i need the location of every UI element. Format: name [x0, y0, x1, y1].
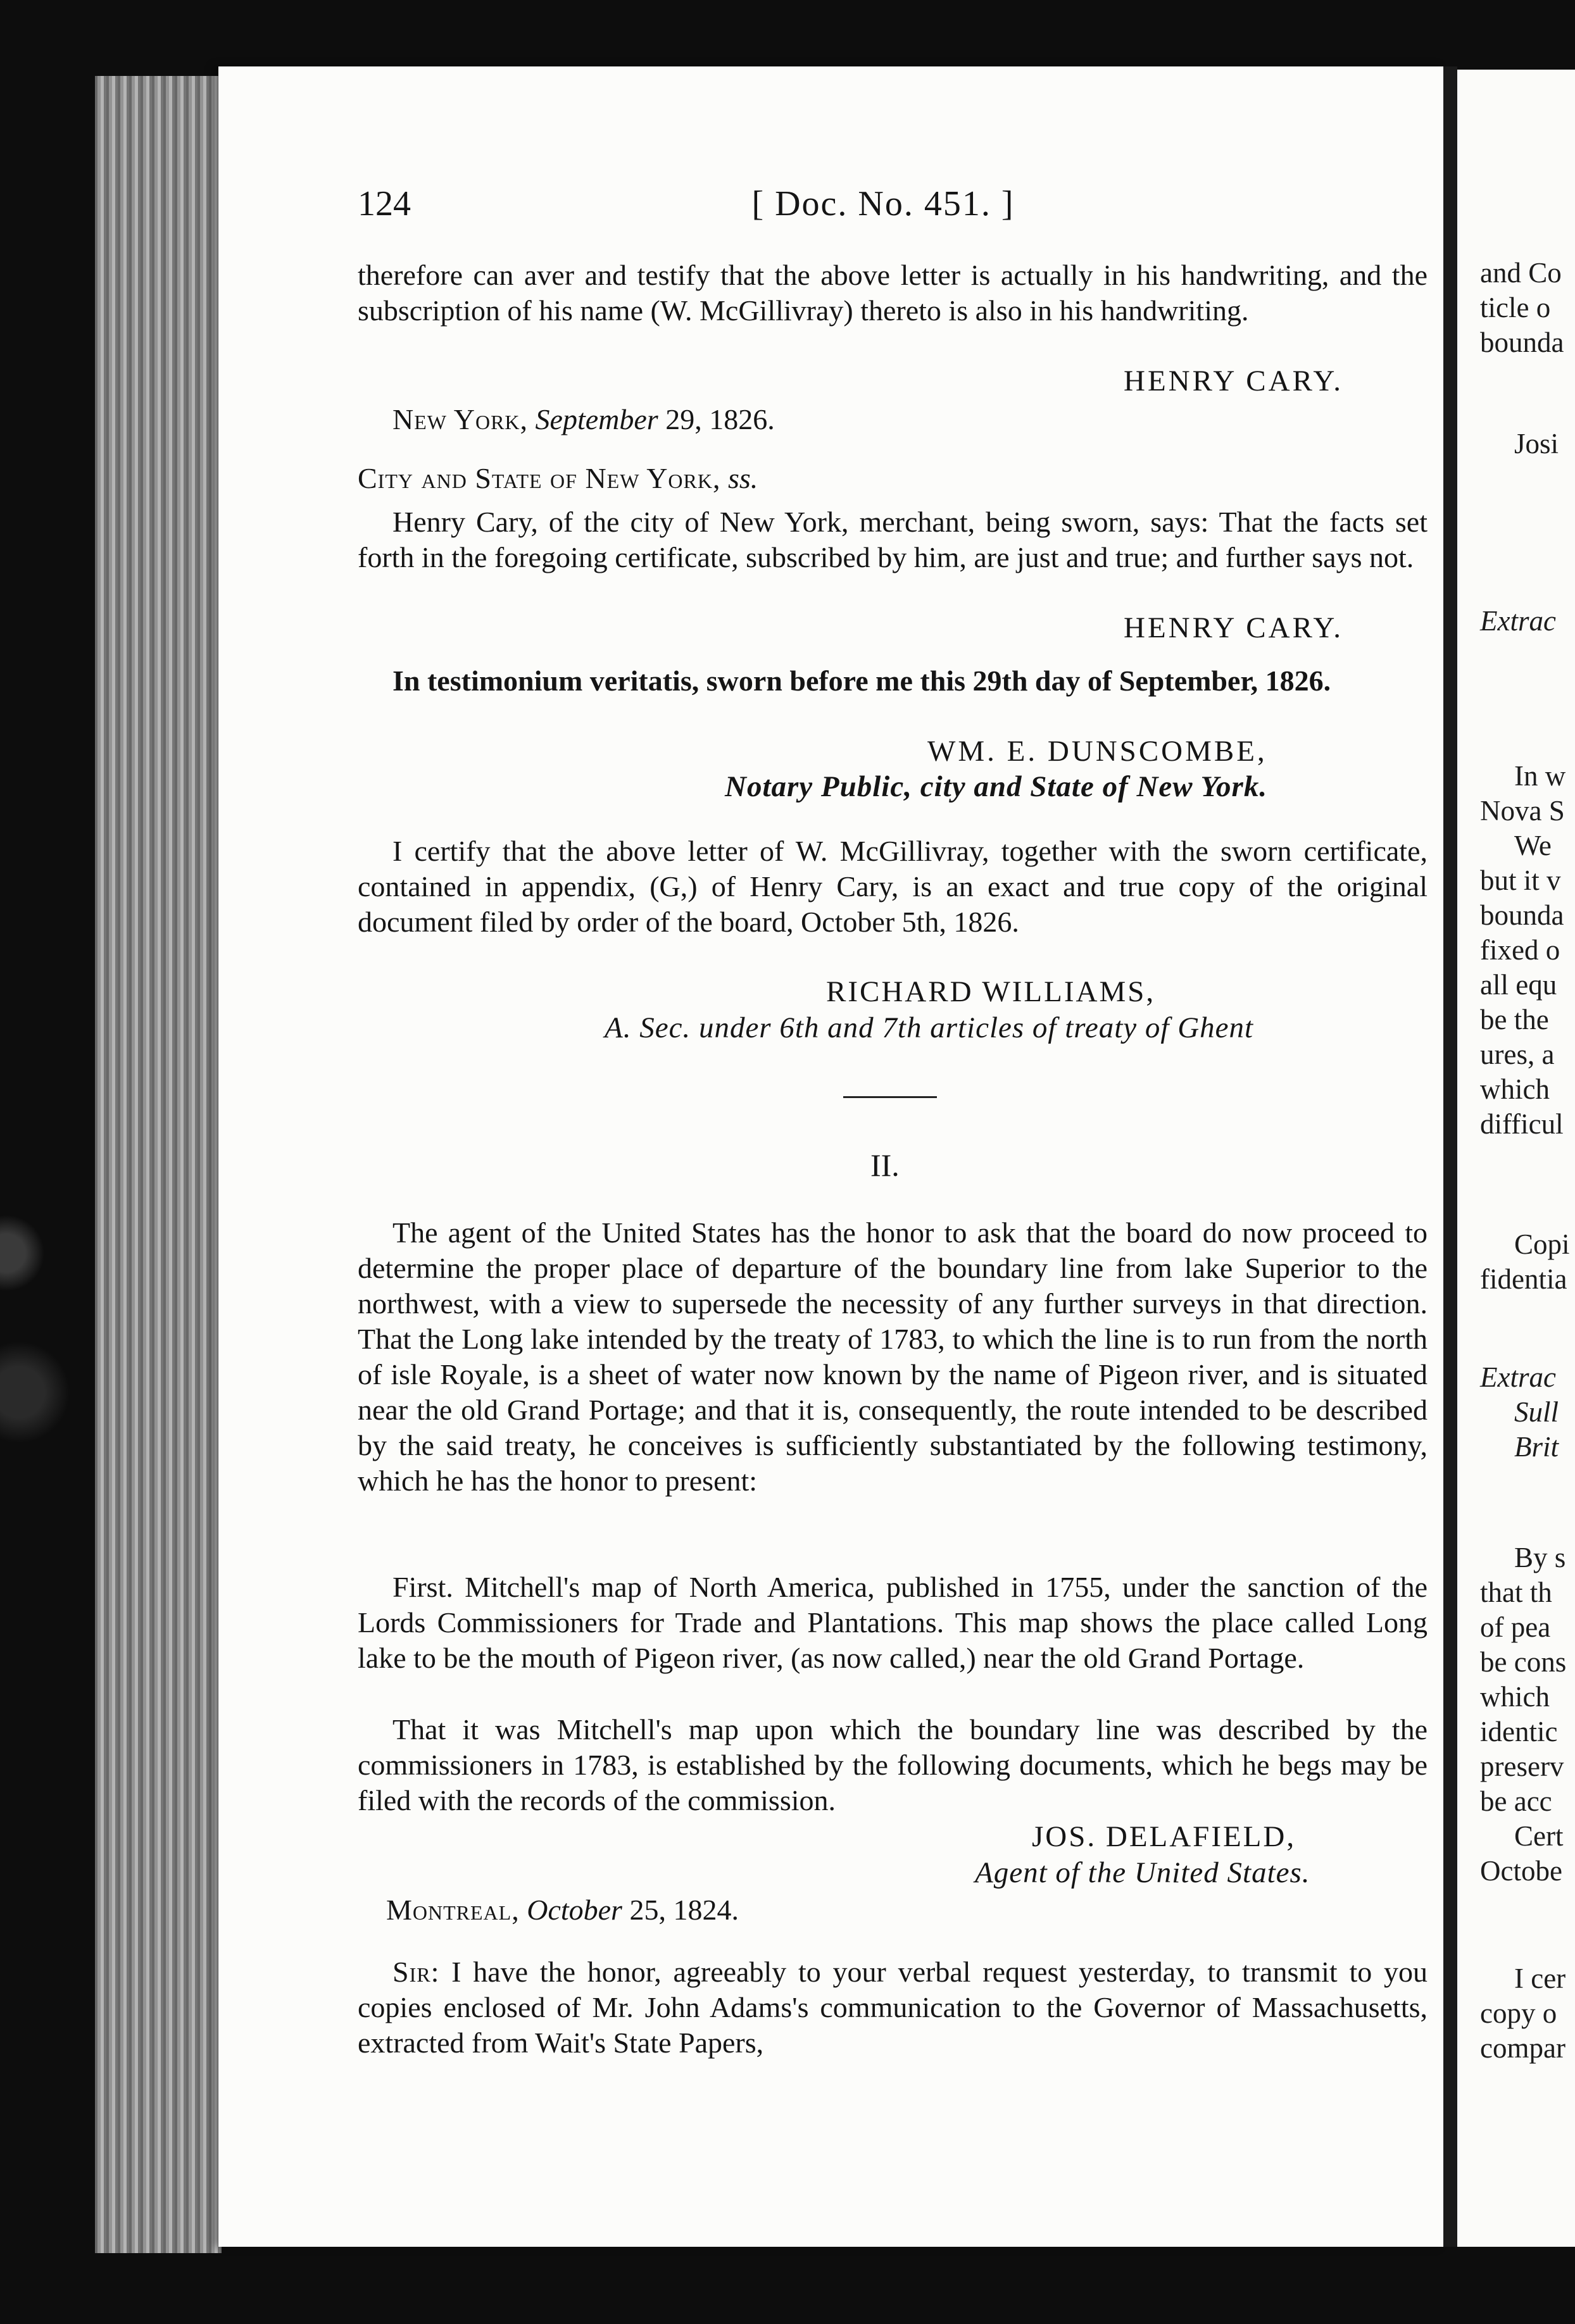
facing-line: compar — [1480, 2032, 1566, 2064]
dateline-rest: 29, 1826. — [658, 403, 775, 435]
facing-line: and Co — [1480, 257, 1562, 289]
signature-henry-cary-1: HENRY CARY. — [1124, 365, 1343, 397]
page-gutter — [1443, 66, 1457, 2247]
facing-line: Josi — [1514, 428, 1559, 459]
dateline-place: Montreal, — [386, 1894, 520, 1926]
book-spine — [95, 76, 222, 2253]
facing-line: Brit — [1514, 1431, 1559, 1463]
facing-line: bounda — [1480, 899, 1564, 931]
notary-name: WM. E. DUNSCOMBE, — [927, 735, 1267, 768]
agent-name: JOS. DELAFIELD, — [1032, 1820, 1296, 1853]
facing-line: Cert — [1514, 1820, 1564, 1852]
dateline-place: New York, — [392, 403, 529, 435]
facing-line: By s — [1514, 1542, 1566, 1573]
facing-line: copy o — [1480, 1997, 1557, 2029]
page-header — [358, 184, 1409, 234]
dateline-new-york — [392, 402, 1152, 437]
secretary-title-under: under — [691, 1011, 780, 1044]
facing-line: Sull — [1514, 1396, 1559, 1428]
facing-line: Octobe — [1480, 1855, 1562, 1887]
dateline-month: October — [527, 1894, 622, 1926]
dateline-month: September — [535, 403, 658, 435]
secretary-name: RICHARD WILLIAMS, — [826, 975, 1156, 1008]
facing-line: difficul — [1480, 1108, 1564, 1140]
paragraph-mitchell-map: First. Mitchell's map of North America, published in 1755, under the sanction of the Lords Commissioners for Trade and Plantations. This map shows the place called Long lake to be the mouth of Pigeon river, (as now called,) near the old Grand Portage. — [358, 1571, 1428, 1674]
letter-body — [358, 1954, 1428, 2061]
facing-line: preserv — [1480, 1751, 1564, 1782]
facing-line: Extrac — [1480, 1361, 1556, 1393]
secretary-title — [605, 1011, 1253, 1045]
paragraph-testimonium: In testimonium veritatis, sworn before me this 29th day of September, 1826. — [392, 665, 1331, 697]
facing-line: fidentia — [1480, 1263, 1567, 1295]
facing-page — [1457, 70, 1575, 2247]
facing-line: I cer — [1514, 1963, 1566, 1994]
facing-line: but it v — [1480, 865, 1561, 896]
facing-line: We — [1514, 830, 1552, 861]
signature-henry-cary-2: HENRY CARY. — [1124, 611, 1343, 644]
section-divider — [843, 1096, 937, 1098]
dateline-montreal — [386, 1892, 1146, 1928]
facing-line: In w — [1514, 760, 1566, 792]
facing-line: fixed o — [1480, 934, 1560, 966]
facing-line: be cons — [1480, 1646, 1567, 1678]
paragraph-continuation: therefore can aver and testify that the above letter is actually in his handwriting, and the subscription of his name (W. McGillivray) thereto is also in his handwriting. — [358, 259, 1428, 327]
facing-line: Copi — [1514, 1228, 1570, 1260]
notary-title: Notary Public, city and State of New York. — [725, 770, 1268, 803]
secretary-title-articles: 6th and 7th articles of treaty of Ghent — [779, 1011, 1254, 1044]
paragraph-commissioners: That it was Mitchell's map upon which the boundary line was described by the commissioners in 1783, is established by the following documents, which he begs may be filed with the records of the commission. — [358, 1713, 1428, 1816]
facing-line: which — [1480, 1073, 1550, 1105]
paragraph-certification: I certify that the above letter of W. McGillivray, together with the sworn certificate, contained in appendix, (G,) of Henry Cary, is an exact and true copy of the original document filed by order of the board, October 5th, 1826. — [358, 835, 1428, 938]
venue-text: City and State of New York, — [358, 462, 721, 494]
secretary-title-abbr: A. Sec. — [605, 1011, 691, 1044]
page-number: 124 — [358, 184, 411, 223]
letter-text: I have the honor, agreeably to your verbal request yesterday, to transmit to you copies enclosed of Mr. John Adams's communication to the Governor of Massachusetts, extracted from Wait's State Papers, — [358, 1956, 1428, 2059]
facing-line: all equ — [1480, 969, 1557, 1001]
venue-ss: ss. — [720, 462, 758, 494]
facing-line: Nova S — [1480, 795, 1565, 827]
facing-line: Extrac — [1480, 605, 1556, 637]
facing-line: ticle o — [1480, 292, 1551, 323]
facing-line: bounda — [1480, 327, 1564, 358]
document-title: [ Doc. No. 451. ] — [751, 184, 1015, 223]
dateline-rest: 25, 1824. — [622, 1894, 739, 1926]
facing-line: be the — [1480, 1004, 1549, 1035]
venue-line — [358, 461, 1117, 496]
facing-line: that th — [1480, 1577, 1552, 1608]
facing-line: which — [1480, 1681, 1550, 1713]
section-heading: II. — [870, 1147, 900, 1183]
agent-title: Agent of the United States. — [975, 1856, 1310, 1889]
paragraph-affidavit: Henry Cary, of the city of New York, merchant, being sworn, says: That the facts set forth in the foregoing certificate, subscribed by him, are just and true; and further says not. — [358, 506, 1428, 573]
facing-line: of pea — [1480, 1611, 1551, 1643]
letter-salutation: Sir: — [392, 1956, 440, 1988]
facing-line: be acc — [1480, 1785, 1552, 1817]
facing-line: ures, a — [1480, 1039, 1555, 1070]
paragraph-agent-request: The agent of the United States has the honor to ask that the board do now proceed to determine the proper place of departure of the boundary line from lake Superior to the northwest, with a view to supersede the necessity of any further surveys in that direction. That the Long lake intended by the treaty of 1783, to which the line is to run from the north of isle Royale, is a sheet of water now known by the name of Pigeon river, and is situated near the old Grand Portage; and that it is, consequently, the route intended to be described by the said treaty, he conceives is sufficiently substantiated by the following testimony, which he has the honor to present: — [358, 1216, 1428, 1497]
facing-line: identic — [1480, 1716, 1558, 1747]
